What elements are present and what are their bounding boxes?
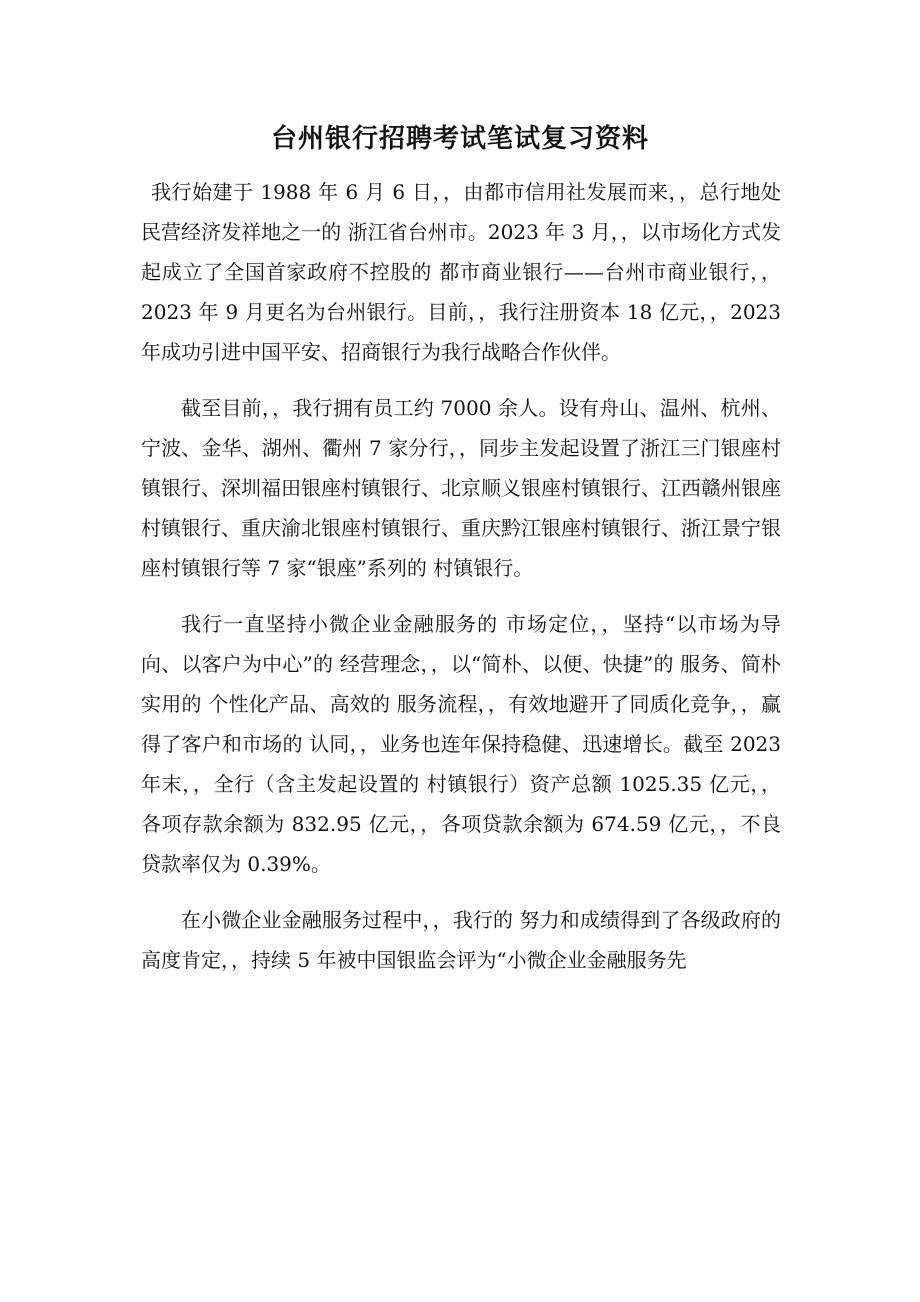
paragraph-branches: 截至目前，，我行拥有员工约 7000 余人。设有舟山、温州、杭州、宁波、金华、湖州、衢州 7 家分行，，同步主发起设置了浙江三门银座村镇银行、深圳福田银座村镇银行、北京顺义银座村镇银行、江西赣州银座村镇银行、重庆渝北银座村镇银行、重庆黔江银座村镇银行、浙江景宁银座村镇银行等 7 家“银座”系列的 村镇银行。 [141,396,781,580]
paragraph-history: 我行始建于 1988 年 6 月 6 日，，由都市信用社发展而来，，总行地处民营经济发祥地之一的 浙江省台州市。2023 年 3 月，，以市场化方式发起成立了全国首家政府不控股的 都市商业银行——台州市商业银行，，2023 年 9 月更名为台州银行。目前，，我行注册资本 18 亿元，，2023 年成功引进中国平安、招商银行为我行战略合作伙伴。 [141,180,781,364]
paragraph-recognition: 在小微企业金融服务过程中，，我行的 努力和成绩得到了各级政府的 高度肯定，，持续 5 年被中国银监会评为“小微企业金融服务先 [141,908,781,972]
paragraph-positioning: 我行一直坚持小微企业金融服务的 市场定位，，坚持“以市场为导向、以客户为中心”的 经营理念，，以“简朴、以便、快捷”的 服务、简朴实用的 个性化产品、高效的 服务流程，，有效地避开了同质化竞争，，赢得了客户和市场的 认同，，业务也连年保持稳健、迅速增长。截至 2023 年末，，全行（含主发起设置的 村镇银行）资产总额 1025.35 亿元，，各项存款余额为 832.95 亿元，，各项贷款余额为 674.59 亿元，，不良贷款率仅为 0.39%。 [141,612,781,876]
document-body [141,172,781,980]
document-title: 台州银行招聘考试笔试复习资料 [270,124,649,154]
